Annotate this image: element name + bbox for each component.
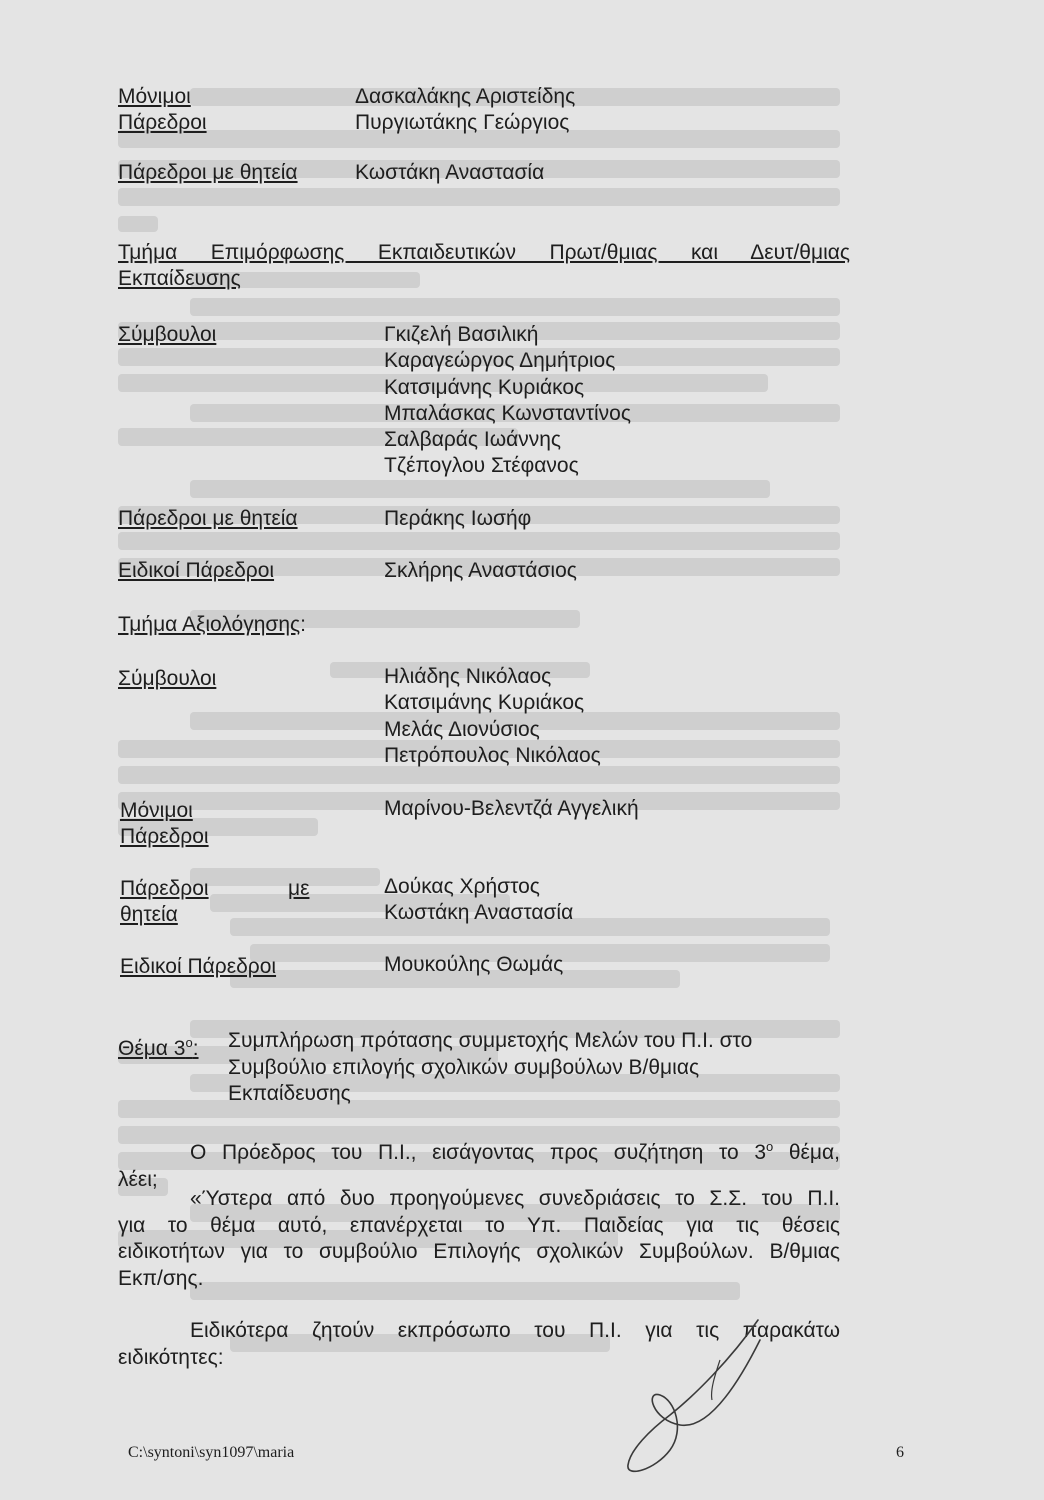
- evaluation-heading-wrap: [118, 612, 306, 638]
- member-name: Ηλιάδης Νικόλαος: [384, 665, 552, 688]
- member-name: Δασκαλάκης Αριστείδης: [355, 85, 576, 108]
- member-name: Πετρόπουλος Νικόλαος: [384, 743, 601, 767]
- monimoi-label: Μόνιμοι: [118, 85, 191, 108]
- quote-last: Εκπ/σης.: [118, 1266, 204, 1290]
- member-name: Καραγεώργος Δημήτριος: [384, 349, 616, 373]
- eval-eidikoi-name: Μουκούλης Θωμάς: [384, 953, 564, 976]
- training-eidikoi-label: Ειδικοί Πάρεδροι: [118, 559, 275, 582]
- intro-text: Ο Πρόεδρος του Π.Ι., εισάγοντας προς συζήτηση το 3: [190, 1141, 766, 1164]
- quote-line: για το θέμα αυτό, επανέρχεται το Υπ. Παιδείας για τις θέσεις: [118, 1213, 840, 1237]
- training-thiteia-name: Περάκης Ιωσήφ: [384, 507, 532, 530]
- member-name: Κατσιμάνης Κυριάκος: [384, 375, 585, 399]
- member-name: Πυργιωτάκης Γεώργιος: [355, 111, 570, 135]
- member-name: Μπαλάσκας Κωνσταντίνος: [384, 401, 631, 425]
- paredroi-label: Πάρεδροι: [118, 111, 207, 134]
- eval-symvouloi-label: Σύμβουλοι: [118, 667, 217, 690]
- intro-last: λέει;: [118, 1167, 158, 1191]
- training-eidikoi-name: Σκλήρης Αναστάσιος: [384, 559, 577, 582]
- quote-line: «Ύστερα από δυο προηγούμενες συνεδριάσεις το Σ.Σ. του Π.Ι.: [190, 1187, 840, 1210]
- quote-line: ειδικοτήτων για το συμβούλιο Επιλογής σχολικών Συμβούλων. Β/θμιας: [118, 1240, 840, 1263]
- training-heading-cont: Εκπαίδευσης: [118, 267, 241, 290]
- eval-thiteia-label-2: θητεία: [120, 903, 178, 926]
- topic-title: [228, 1028, 752, 1108]
- intro-sup: ο: [766, 1139, 774, 1154]
- specialties-line: Ειδικότερα ζητούν εκπρόσωπο του Π.Ι. για τις παρακάτω: [190, 1319, 840, 1342]
- page-number: 6: [896, 1444, 904, 1461]
- eval-monimoi-name: Μαρίνου-Βελεντζά Αγγελική: [384, 797, 639, 820]
- thiteia-name: Κωστάκη Αναστασία: [355, 161, 545, 184]
- signature: [600, 1300, 800, 1480]
- specialties-last: ειδικότητες:: [118, 1345, 224, 1369]
- training-heading: Τμήμα Επιμόρφωσης Εκπαιδευτικών Πρωτ/θμιας και Δευτ/θμιας: [118, 241, 850, 264]
- member-name: Δούκας Χρήστος: [384, 875, 540, 898]
- topic-label-colon: :: [192, 1037, 199, 1060]
- eval-symvouloi-names: [384, 664, 601, 769]
- member-name: Τζέπογλου Στέφανος: [384, 454, 579, 478]
- member-name: Σαλβαράς Ιωάννης: [384, 428, 562, 452]
- member-name: Μελάς Διονύσιος: [384, 717, 540, 741]
- thiteia-label: Πάρεδροι με θητεία: [118, 161, 298, 184]
- evaluation-heading: Τμήμα Αξιολόγησης: [118, 613, 301, 636]
- paragraph-quote: [118, 1186, 840, 1292]
- eval-thiteia-names: [384, 874, 573, 927]
- paragraph-intro: [118, 1134, 840, 1193]
- evaluation-heading-colon: :: [300, 613, 306, 636]
- eval-paredroi-label: Πάρεδροι: [120, 825, 209, 848]
- eval-eidikoi-label: Ειδικοί Πάρεδροι: [120, 955, 277, 978]
- member-name: Κατσιμάνης Κυριάκος: [384, 691, 585, 715]
- eval-thiteia-label-me: με: [288, 877, 310, 900]
- topic-line: Συμπλήρωση πρότασης συμμετοχής Μελών του Π.Ι. στο: [228, 1029, 753, 1052]
- training-thiteia-label: Πάρεδροι με θητεία: [118, 507, 298, 530]
- eval-monimoi-label: Μόνιμοι: [120, 799, 193, 822]
- symvouloi-names: [384, 322, 631, 480]
- member-name: Γκιζελή Βασιλική: [384, 323, 539, 346]
- footer-path: C:\syntoni\syn1097\maria: [128, 1444, 295, 1461]
- intro-text-end: θέμα,: [773, 1141, 840, 1164]
- symvouloi-label: Σύμβουλοι: [118, 323, 217, 346]
- topic-line: Εκπαίδευσης: [228, 1082, 351, 1105]
- topic-label-sup: ο: [185, 1035, 193, 1050]
- monimoi-names: [355, 84, 575, 137]
- topic-label-text: Θέμα 3: [118, 1037, 186, 1060]
- topic-line: Συμβούλιο επιλογής σχολικών συμβούλων Β/θμιας: [228, 1055, 700, 1079]
- eval-thiteia-label-1: Πάρεδροι: [120, 877, 209, 900]
- topic-label: [118, 1030, 199, 1062]
- member-name: Κωστάκη Αναστασία: [384, 901, 574, 925]
